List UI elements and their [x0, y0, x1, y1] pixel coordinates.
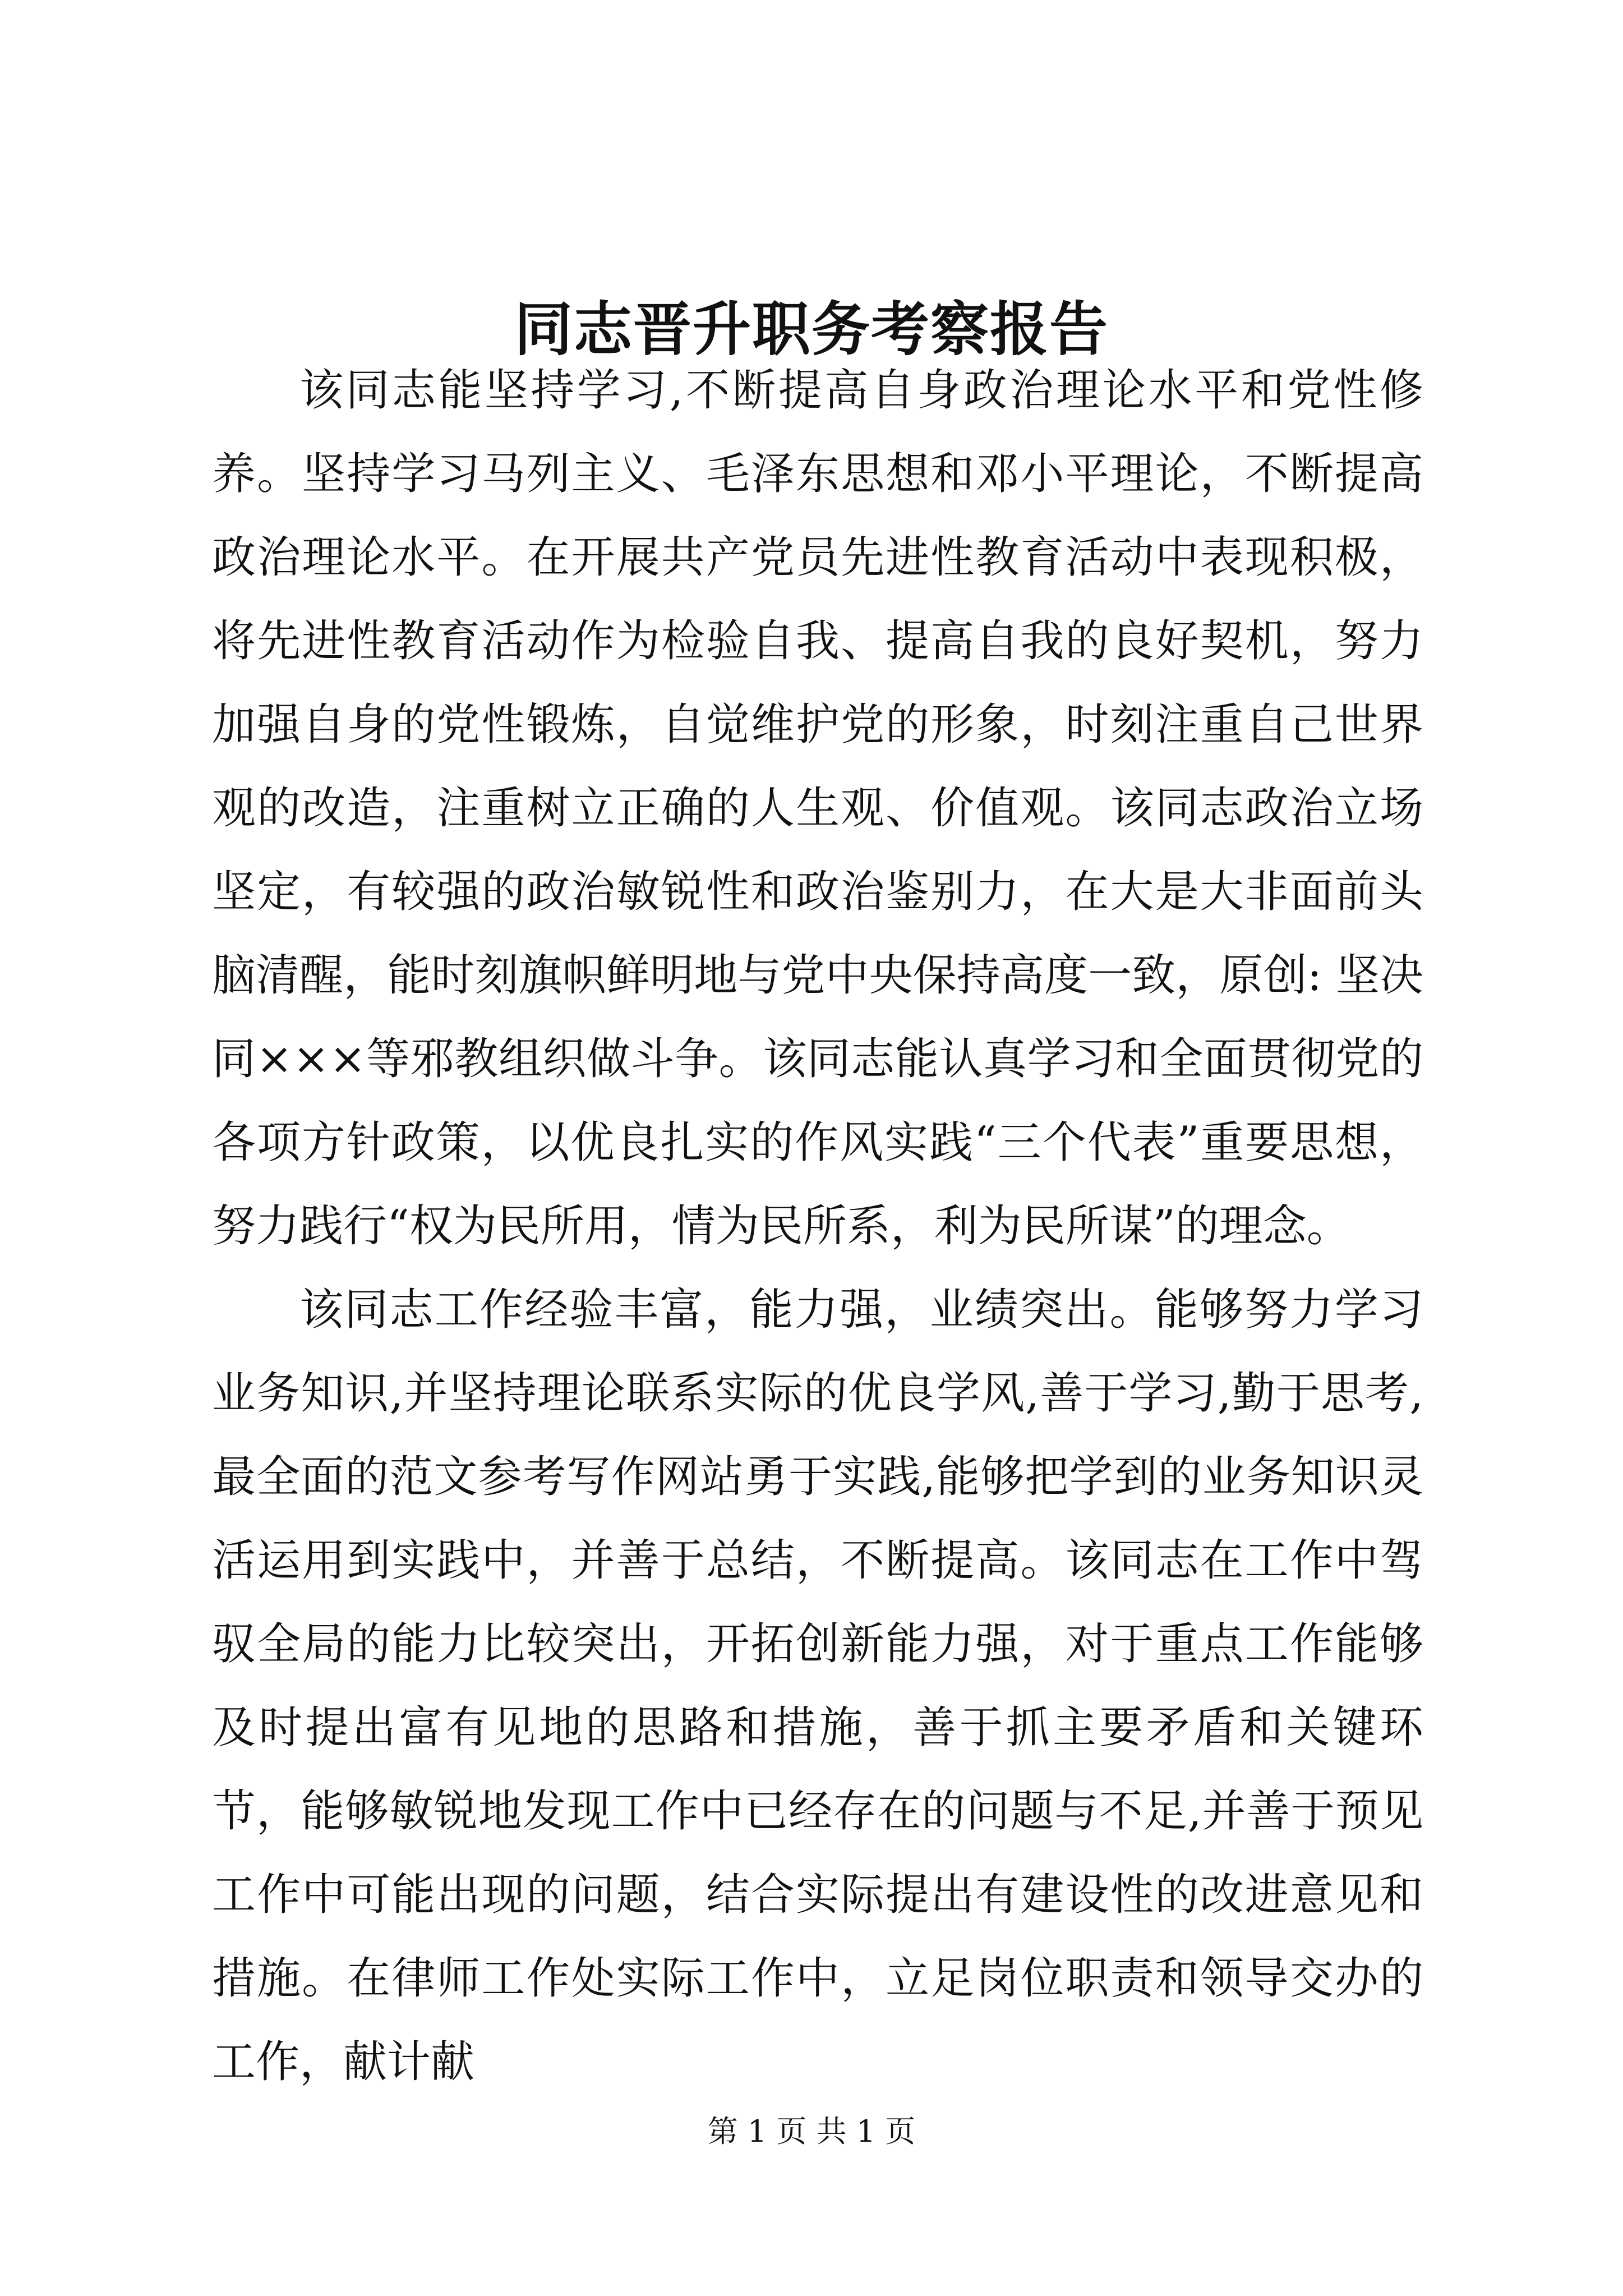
paragraph-2: 该同志工作经验丰富，能力强，业绩突出。能够努力学习业务知识,并坚持理论联系实际的优良学风,善于学习,勤于思考,最全面的范文参考写作网站勇于实践,能够把学到的业务知识灵活运用到实践中，并善于总结，不断提高。该同志在工作中驾驭全局的能力比较突出，开拓创新能力强，对于重点工作能够及时提出富有见地的思路和措施，善于抓主要矛盾和关键环节，能够敏锐地发现工作中已经存在的问题与不足,并善于预见工作中可能出现的问题，结合实际提出有建设性的改进意见和措施。在律师工作处实际工作中，立足岗位职责和领导交办的工作，献计献	[212, 1285, 1423, 2087]
document-body	[212, 349, 1423, 2104]
document-title: 同志晋升职务考察报告	[514, 295, 1109, 364]
paragraph-1: 该同志能坚持学习,不断提高自身政治理论水平和党性修养。坚持学习马列主义、毛泽东思想和邓小平理论，不断提高政治理论水平。在开展共产党员先进性教育活动中表现积极，将先进性教育活动作为检验自我、提高自我的良好契机，努力加强自身的党性锻炼，自觉维护党的形象，时刻注重自己世界观的改造，注重树立正确的人生观、价值观。该同志政治立场坚定，有较强的政治敏锐性和政治鉴别力，在大是大非面前头脑清醒，能时刻旗帜鲜明地与党中央保持高度一致，原创: 坚决同×××等邪教组织做斗争。该同志能认真学习和全面贯彻党的各项方针政策，以优良扎实的作风实践“三个代表”重要思想，努力践行“权为民所用，情为民所系，利为民所谋”的理念。	[212, 365, 1423, 1251]
page-number-footer: 第 1 页 共 1 页	[707, 2114, 916, 2149]
